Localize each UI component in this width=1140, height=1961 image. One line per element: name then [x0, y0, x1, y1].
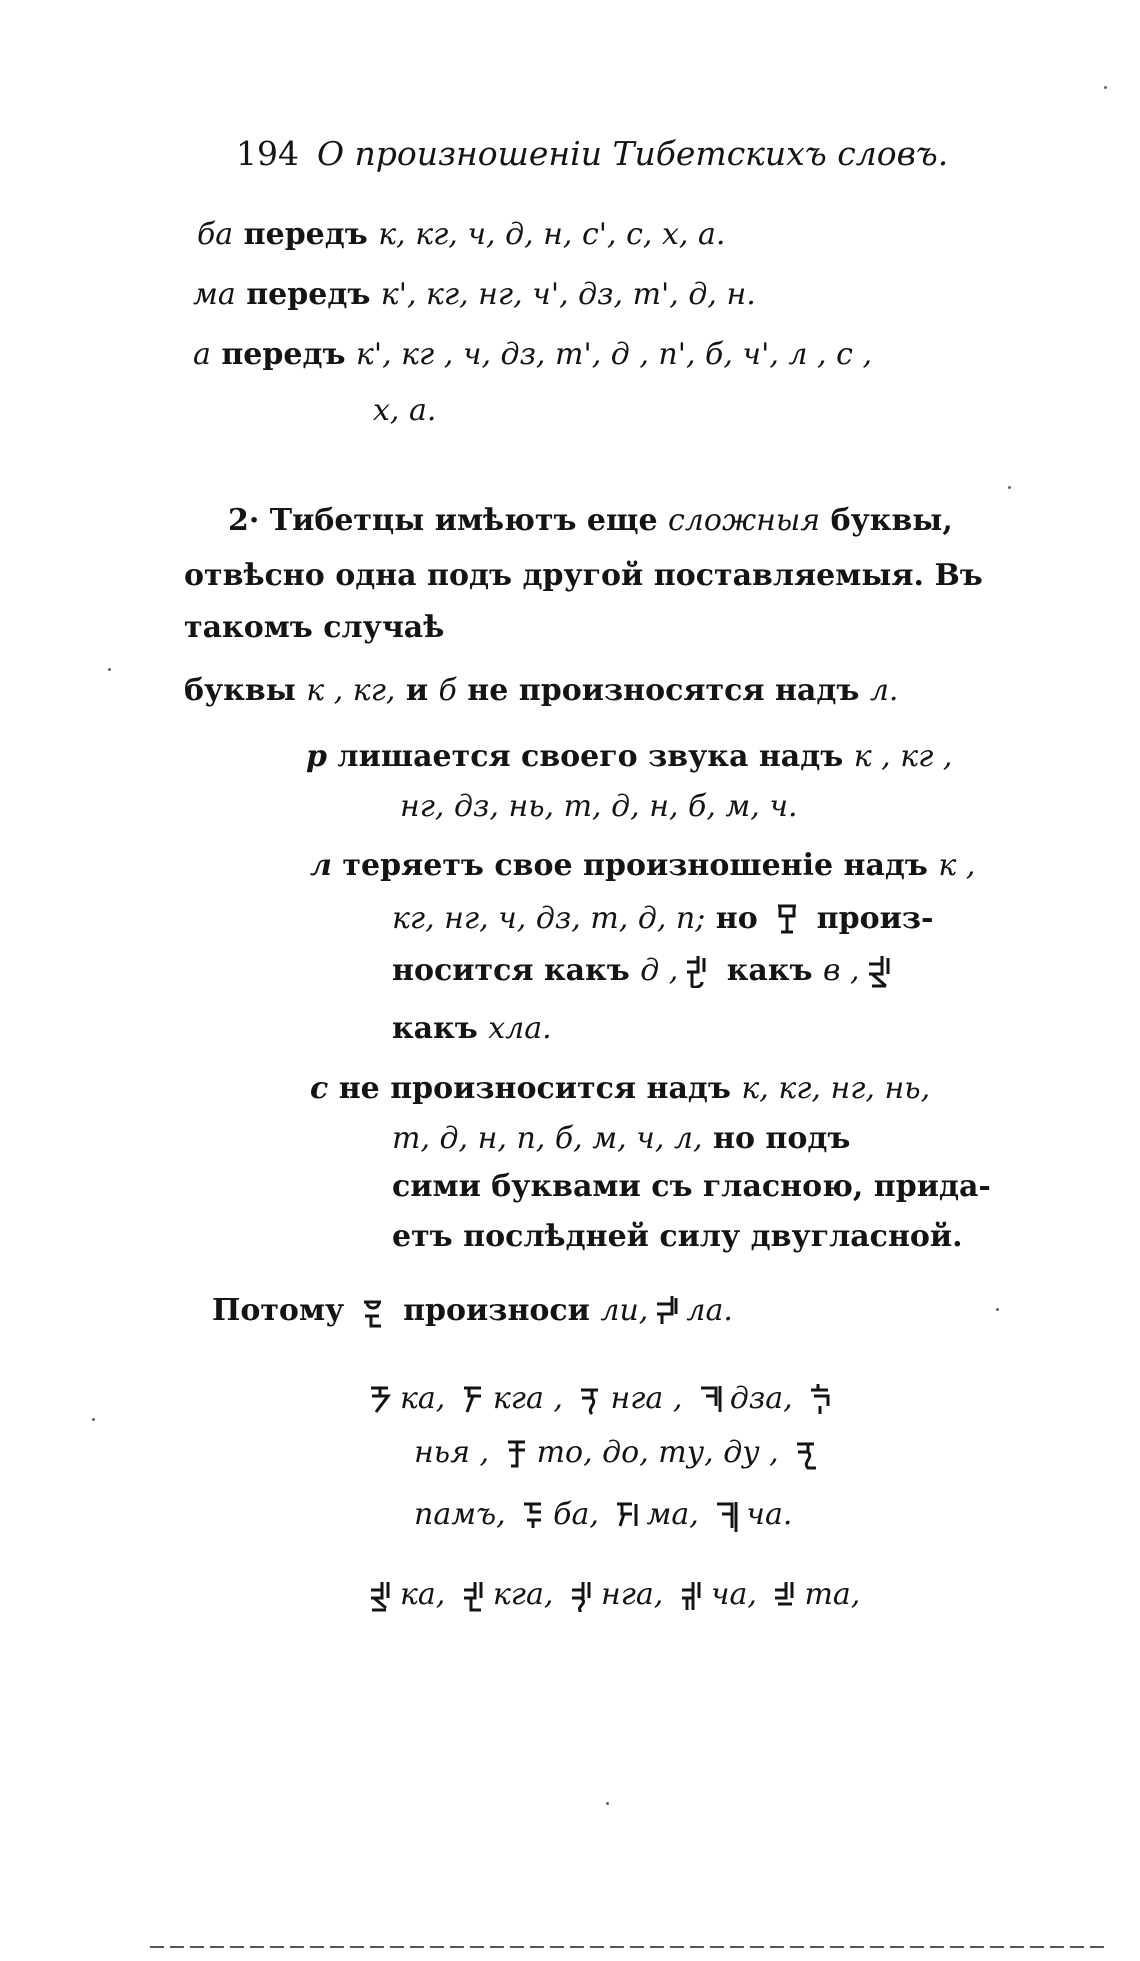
tibetan-glyph-icon: [461, 1382, 487, 1416]
tibetan-glyph-icon: [714, 1498, 740, 1532]
tibetan-glyph-icon: [521, 1498, 547, 1532]
rule-letters: к', кг , ч, дз, т', д , п', б, ч', л , с ,: [355, 337, 872, 372]
examples-row-2: [414, 1434, 826, 1472]
example: та,: [804, 1577, 861, 1612]
example: ка,: [400, 1381, 446, 1416]
tibetan-glyph-icon: [368, 1382, 394, 1416]
letters: ла.: [686, 1293, 733, 1328]
text: не произносится надъ: [328, 1071, 742, 1106]
letters: л.: [869, 673, 899, 708]
scan-speck: [1104, 86, 1107, 89]
rule-letter: а: [193, 337, 211, 372]
text: буквы: [184, 673, 307, 708]
letter: л: [310, 848, 332, 883]
page-number: 194: [236, 134, 299, 173]
letters: к ,: [938, 848, 976, 883]
rule-s-line-3: сими буквами съ гласною, прида-: [392, 1169, 991, 1204]
letters: кг, нг, ч, дз, т, д, п;: [392, 901, 706, 936]
letters: в ,: [822, 953, 860, 988]
rule-l-line-4: [392, 1010, 552, 1048]
rule-text: передъ: [210, 337, 356, 372]
tibetan-glyph-icon: [808, 1382, 834, 1416]
letters: к , кг ,: [853, 739, 953, 774]
example: ча,: [710, 1577, 757, 1612]
letters: т, д, н, п, б, м, ч, л,: [392, 1121, 703, 1156]
example: памъ,: [414, 1497, 506, 1532]
text: носится какъ: [392, 953, 641, 988]
rule-line-a: [193, 336, 872, 374]
letters: б: [438, 673, 457, 708]
tibetan-glyph-icon: [461, 1578, 487, 1612]
letter: с: [310, 1071, 329, 1106]
example: кга,: [492, 1577, 554, 1612]
section-2-rest: буквы,: [820, 503, 953, 538]
example: ка,: [400, 1577, 446, 1612]
scan-speck: [1008, 486, 1011, 489]
rule-letters: к, кг, ч, д, н, с', с, х, а.: [378, 217, 726, 252]
letters: ли,: [600, 1293, 649, 1328]
letters: д ,: [640, 953, 679, 988]
rule-l-line-3: [392, 952, 898, 990]
rule-s-line-1: [310, 1070, 930, 1108]
rule-line-ma: [193, 276, 756, 314]
rule-letter: ма: [193, 277, 236, 312]
rule-text: передъ: [233, 217, 379, 252]
example: ча.: [746, 1497, 793, 1532]
tibetan-glyph-icon: [654, 1294, 680, 1328]
text: Потому: [212, 1293, 355, 1328]
text: какъ: [392, 1011, 489, 1046]
text: но подъ: [702, 1121, 851, 1156]
rule-l-line-2: [392, 900, 933, 938]
examples-row-3: [414, 1496, 792, 1534]
examples-row-4: [362, 1576, 860, 1614]
rule-text: передъ: [235, 277, 381, 312]
rule-line-ba: [197, 216, 725, 254]
text: и: [395, 673, 439, 708]
text: лишается своего звука надъ: [326, 739, 854, 774]
rule-letters: к', кг, нг, ч', дз, т', д, н.: [380, 277, 756, 312]
example: нга,: [600, 1577, 664, 1612]
tibetan-glyph-icon: [505, 1436, 531, 1470]
section-2-lead: 2· Тибетцы имѣютъ еще: [228, 503, 668, 538]
example: нья ,: [414, 1435, 490, 1470]
scan-speck: [606, 1802, 609, 1805]
letters: к , кг,: [306, 673, 396, 708]
rule-line-a-continuation: х, а.: [373, 393, 437, 428]
letter: р: [306, 739, 327, 774]
rule-kg-line: [184, 672, 898, 710]
example: то, до, ту, ду ,: [536, 1435, 779, 1470]
rule-letter: ба: [197, 217, 234, 252]
tibetan-glyph-icon: [614, 1498, 640, 1532]
example: ма,: [646, 1497, 699, 1532]
section-2-term: сложныя: [668, 503, 821, 538]
scan-speck: [92, 1418, 95, 1421]
text: какъ: [716, 953, 823, 988]
tibetan-glyph-icon: [774, 902, 800, 936]
tibetan-glyph-icon: [794, 1436, 820, 1470]
example: кга ,: [492, 1381, 563, 1416]
tibetan-glyph-icon: [368, 1578, 394, 1612]
example: ба,: [553, 1497, 599, 1532]
letters: хла.: [488, 1011, 552, 1046]
therefore-line: [212, 1292, 733, 1330]
tibetan-glyph-icon: [772, 1578, 798, 1612]
example: дза,: [729, 1381, 793, 1416]
examples-row-1: [362, 1380, 840, 1418]
running-title: О произношенiи Тибетскихъ словъ.: [317, 134, 949, 173]
section-2-line-3: такомъ случаѣ: [184, 610, 445, 645]
letters: к, кг, нг, нь,: [741, 1071, 931, 1106]
running-header: [236, 135, 948, 173]
section-2-line-1: [228, 502, 953, 540]
scan-speck: [996, 1308, 999, 1311]
text: не произносятся надъ: [456, 673, 870, 708]
rule-r-line-2: нг, дз, нь, т, д, н, б, м, ч.: [400, 789, 798, 824]
text: теряетъ свое произношенiе надъ: [331, 848, 939, 883]
tibetan-glyph-icon: [866, 954, 892, 988]
tibetan-glyph-icon: [679, 1578, 705, 1612]
tibetan-glyph-icon: [578, 1382, 604, 1416]
tibetan-glyph-icon: [569, 1578, 595, 1612]
tibetan-glyph-icon: [684, 954, 710, 988]
text: произ-: [806, 901, 934, 936]
tibetan-glyph-icon: [698, 1382, 724, 1416]
rule-r-line-1: [306, 738, 952, 776]
rule-s-line-4: етъ послѣдней силу двугласной.: [392, 1219, 963, 1254]
text: но: [705, 901, 769, 936]
bottom-scan-rule: [150, 1946, 1110, 1948]
rule-l-line-1: [310, 847, 975, 885]
rule-s-line-2: [392, 1120, 850, 1158]
example: нга ,: [610, 1381, 683, 1416]
section-2-line-2: отвѣсно одна подъ другой поставляемыя. Въ: [184, 558, 983, 593]
tibetan-glyph-icon: [361, 1294, 387, 1328]
scan-speck: [108, 668, 111, 671]
text: произноси: [392, 1293, 601, 1328]
